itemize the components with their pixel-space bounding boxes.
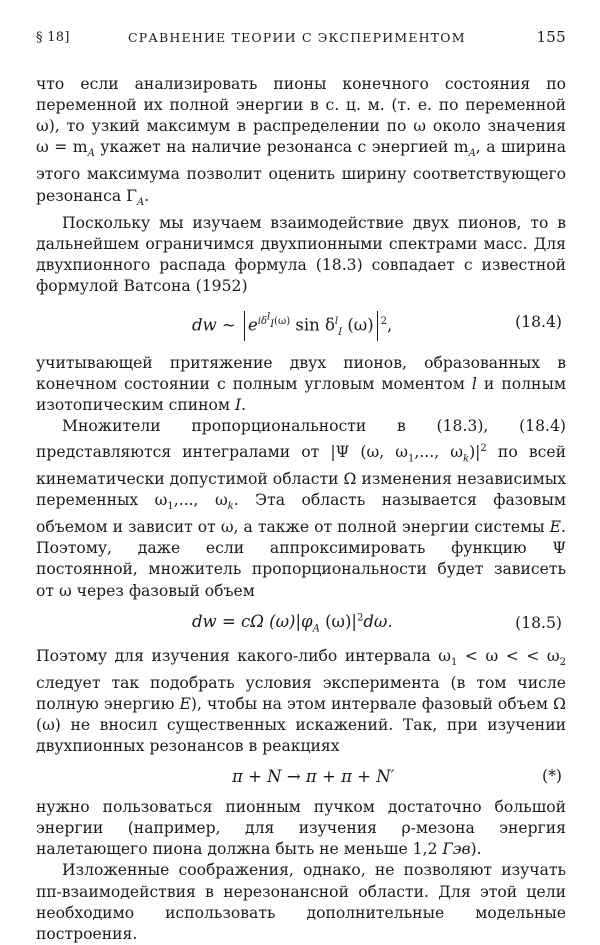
paragraph: Изложенные соображения, однако, не позволяют изучать ππ-взаимодействия в нерезонансной области. Для этой цели необходимо использовать дополнительные модельные построения. xyxy=(36,861,566,943)
paragraph: нужно пользоваться пионным пучком достаточно большой энергии (например, для изучения ρ-мезона энергия налетающего пиона должна быть не меньше 1,2 Гэв). xyxy=(36,798,566,859)
formula-18-5: dw = cΩ $(\omega)|\varphi_A$ $(\omega)|^2d\omega$. (18.5) xyxy=(192,611,562,634)
formula-18-4: dw ~ $e^{i\delta^l_I(\omega)}$ $\sin \delta^l_I$ (ω) $^2$, (18.4) xyxy=(36,297,566,353)
equation-number: (18.4) xyxy=(515,313,562,332)
running-title: СРАВНЕНИЕ ТЕОРИИ С ЭКСПЕРИМЕНТОМ xyxy=(128,30,466,45)
paragraph: Множители пропорциональности в (18.3), (18.4) представляются интегралами от |Ψ (ω, $\omega_1$,..., $\omega_k)|^2$ по всей кинематически допустимой области Ω изменения независимых переменных $\omega_1$,..., $\omega_k$. Эта область называется фазовым объемом и зависит от ω, а также от полной энергии системы E. Поэтому, даже если аппроксимировать функцию Ψ постоянной, множитель пропорциональности будет зависеть от ω через фазовый объем xyxy=(36,417,566,600)
equation-number: (18.5) xyxy=(515,613,562,632)
running-header xyxy=(36,26,566,52)
equation-number: (*) xyxy=(542,767,562,786)
paragraph: что если анализировать пионы конечного состояния по переменной их полной энергии в с. ц. м. (т. е. по переменной ω), то узкий максимум в распределении по ω около значения $\omega = m_A$ укажет на наличие резонанса с энергией $m_A$, а ширина этого максимума позволит оценить ширину соответствующего резонанса $\Gamma_A$. xyxy=(36,75,566,208)
paragraph: Поэтому для изучения какого-либо интервала $\omega_1 < \omega$ < < $\omega_2$ следует так подобрать условия эксперимента (в том числе полную энергию E), чтобы на этом интервале фазовый объем Ω (ω) не вносил существенных искажений. Так, при изучении двухпионных резонансов в реакциях xyxy=(36,646,566,756)
paragraph: Поскольку мы изучаем взаимодействие двух пионов, то в дальнейшем ограничимся двухпионными спектрами масс. Для двухпионного распада формула (18.3) совпадает с известной формулой Ватсона (1952) xyxy=(36,213,566,296)
page-body xyxy=(36,74,566,945)
section-marker: § 18] xyxy=(36,30,70,45)
paragraph: учитывающей притяжение двух пионов, образованных в конечном состоянии с полным угловым моментом l и полным изотопическим спином I. xyxy=(36,354,566,415)
page-number: 155 xyxy=(536,28,566,46)
reaction-formula: π + N → π + π + N′ (*) xyxy=(232,767,562,787)
